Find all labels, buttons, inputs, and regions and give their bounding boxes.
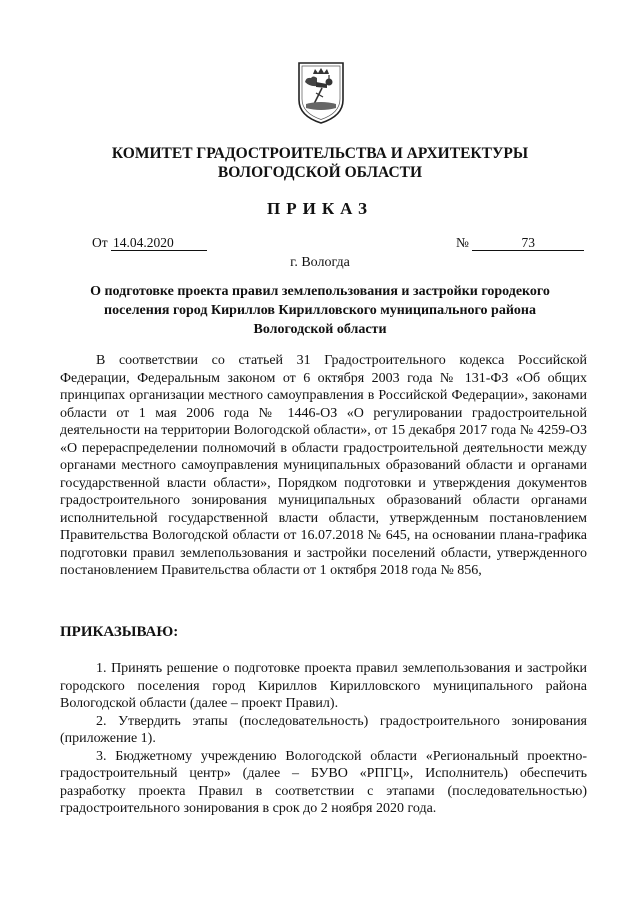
number-value: 73	[472, 236, 584, 251]
order-items	[60, 660, 587, 818]
date-prefix: От	[92, 235, 108, 250]
issue-city: г. Вологда	[290, 255, 350, 270]
decree-word: ПРИКАЗЫВАЮ:	[60, 624, 179, 640]
order-subject: О подготовке проекта правил землепользования и застройки городекого поселения город Кириллов Кирилловского муниципального района Вологодской области	[90, 284, 550, 337]
organization-line-1: КОМИТЕТ ГРАДОСТРОИТЕЛЬСТВА И АРХИТЕКТУРЫ	[111, 145, 529, 162]
document-type-title: ПРИКАЗ	[267, 199, 373, 218]
preamble-paragraph: В соответствии со статьей 31 Градостроительного кодекса Российской Федерации, Федеральным законом от 6 октября 2003 года № 131-ФЗ «Об общих принципах организации местного самоуправления в Российской Федерации», законами области от 1 мая 2006 года № 1446-ОЗ «О регулировании градостроительной деятельности на территории Вологодской области», от 15 декабря 2017 года № 4259-ОЗ «О перераспределении полномочий в области градостроительной деятельности между органами местного самоуправления муниципальных образований области и органами государственной власти области», Порядком подготовки и утверждения документов градостроительного зонирования муниципальных образований области органами исполнительной государственной власти области, утвержденным постановлением Правительства Вологодской области от 16.07.2018 № 645, на основании плана-графика подготовки правил землепользования и застройки поселений области, утвержденного постановлением Правительства области от 1 октября 2018 года № 856,	[60, 353, 587, 578]
organization-name	[60, 144, 580, 182]
number-prefix: №	[456, 235, 469, 250]
order-date	[92, 235, 207, 251]
order-item: 2. Утвердить этапы (последовательность) градостроительного зонирования (приложение 1).	[60, 713, 587, 746]
coat-of-arms-icon	[296, 60, 346, 126]
organization-line-2: ВОЛОГОДСКОЙ ОБЛАСТИ	[217, 164, 423, 181]
order-item: 1. Принять решение о подготовке проекта правил землепользования и застройки городского поселения город Кириллов Кирилловского муниципального района Вологодской области (далее – проект Правил).	[60, 661, 587, 711]
order-number	[456, 235, 584, 251]
date-value: 14.04.2020	[111, 236, 207, 251]
order-item: 3. Бюджетному учреждению Вологодской области «Региональный проектно-градостроительный центр» (далее – БУВО «РПГЦ», Исполнитель) обеспечить разработку проекта Правил в соответствии с этапами (последовательностью) градостроительного зонирования в срок до 2 ноября 2020 года.	[60, 748, 587, 816]
